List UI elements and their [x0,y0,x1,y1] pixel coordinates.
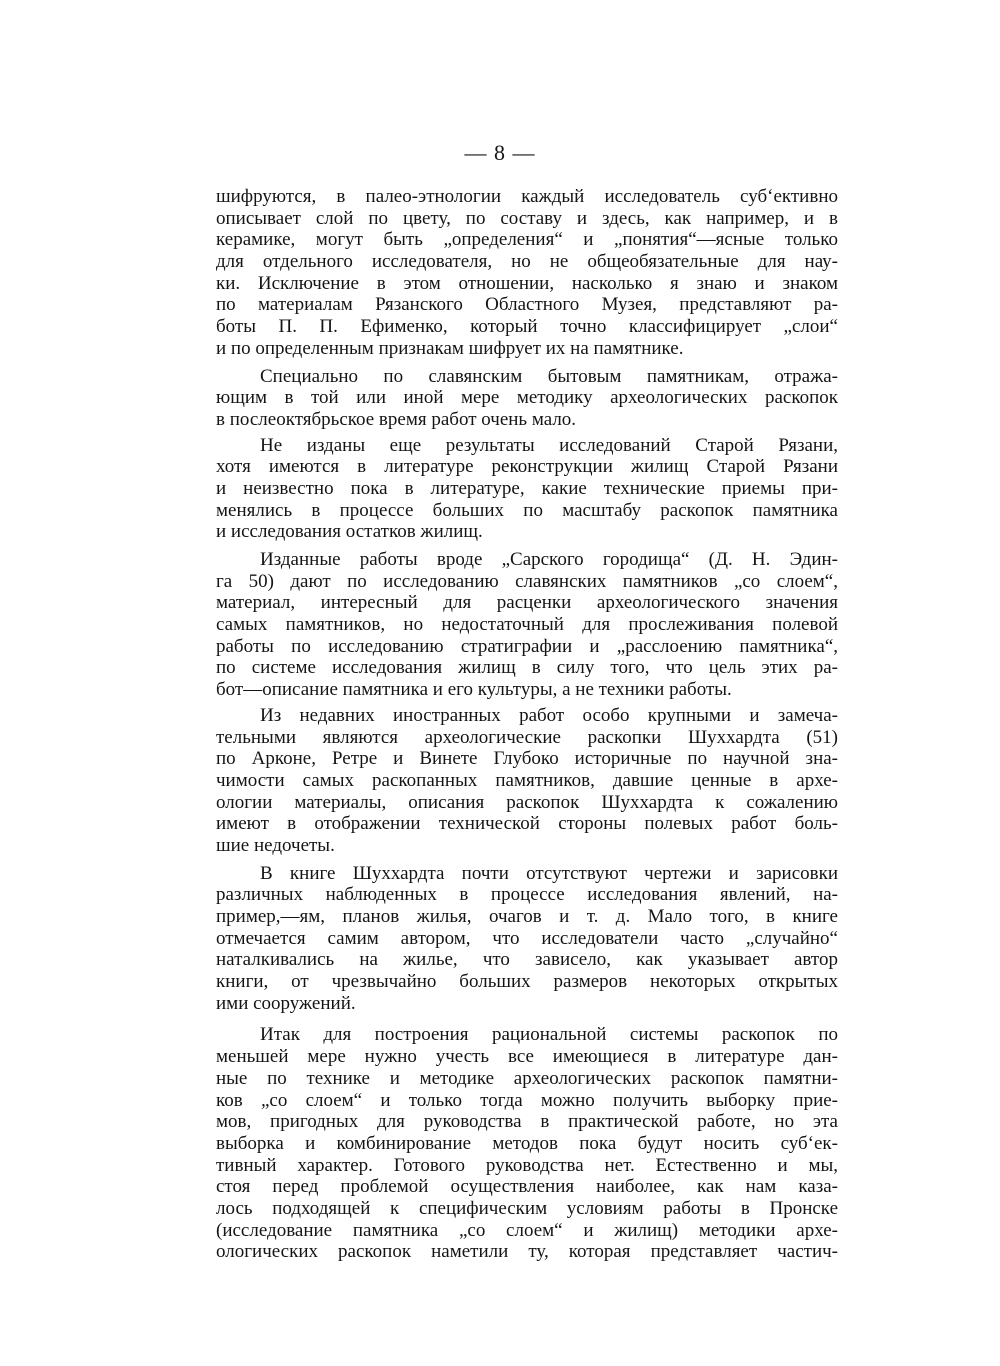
text-line: самых памятников, но недостаточный для прослеживания полевой [216,614,838,636]
paragraph [216,705,838,857]
text-line: (исследование памятника „со слоем“ и жилищ) методики архе- [216,1219,838,1241]
text-line: пример,—ям, планов жилья, очагов и т. д. Мало того, в книге [216,906,838,927]
text-line: ологических раскопок наметили ту, которая представляет частич- [216,1241,838,1263]
text-line: ков „со слоем“ и только тогда можно получить выборку прие- [216,1089,838,1111]
text-line: Изданные работы вроде „Сарского городища“ (Д. Н. Эдин- [260,549,838,570]
body-text [216,186,838,1263]
paragraph-gap [216,1014,838,1024]
paragraph [216,435,838,543]
text-line: стоя перед проблемой осуществления наиболее, как нам каза- [216,1176,838,1198]
text-line: по материалам Рязанского Областного Музея, представляют ра- [216,294,838,316]
text-line: ологии материалы, описания раскопок Шуххардта к сожалению [216,791,838,813]
text-line: книги, от чрезвычайно больших размеров некоторых открытых [216,971,838,993]
text-line: менялись в процессе больших по масштабу раскопок памятника [216,499,838,521]
text-line: Специально по славянским бытовым памятникам, отража- [260,365,838,387]
text-line: керамике, могут быть „определения“ и „понятия“—ясные только [216,229,838,251]
text-line: тивный характер. Готового руководства нет. Естественно и мы, [216,1154,838,1176]
text-line: га 50) дают по исследованию славянских памятников „со слоем“, [216,570,838,592]
text-line: ки. Исключение в этом отношении, насколько я знаю и знаком [216,272,838,294]
text-line: мов, пригодных для руководства в практической работе, но эта [216,1111,838,1133]
paragraph [216,549,838,701]
text-line: имеют в отображении технической стороны полевых работ боль- [216,813,838,835]
text-line: шифруются, в палео-этнологии каждый исследователь суб‘ективно [216,186,838,207]
text-line: и неизвестно пока в литературе, какие технические приемы при- [216,477,838,499]
text-line: работы по исследованию стратиграфии и „расслоению памятника“, [216,635,838,657]
text-line: В книге Шуххардта почти отсутствуют чертежи и зарисовки [260,862,838,884]
text-line: и исследования остатков жилищ. [216,521,483,543]
text-line: хотя имеются в литературе реконструкции жилищ Старой Рязани [216,456,838,478]
text-line: бот—описание памятника и его культуры, а не техники работы. [216,679,732,701]
page-number: — 8 — [464,140,536,165]
text-line: Из недавних иностранных работ особо крупными и замеча- [260,704,838,726]
text-line: Не изданы еще результаты исследований Старой Рязани, [260,434,838,456]
text-line: ющим в той или иной мере методику археологических раскопок [216,387,838,409]
text-line: различных наблюденных в процессе исследования явлений, на- [216,884,838,906]
paragraph [216,863,838,1015]
text-line: описывает слой по цвету, по составу и здесь, как например, и в [216,207,838,229]
text-line: ими сооружений. [216,992,356,1014]
text-line: боты П. П. Ефименко, который точно классифицирует „слои“ [216,316,838,338]
text-line: в послеоктябрьское время работ очень мало. [216,408,577,430]
text-line: Итак для построения рациональной системы раскопок по [260,1024,838,1046]
text-line: шие недочеты. [216,834,335,856]
paragraph [216,366,838,431]
text-line: ные по технике и методике археологических раскопок памятни- [216,1067,838,1089]
text-line: выборка и комбинирование методов пока будут носить суб‘ек- [216,1132,838,1154]
paragraph [216,186,838,360]
text-line: тельными являются археологические раскопки Шуххардта (51) [216,726,838,748]
text-line: по системе исследования жилищ в силу того, что цель этих ра- [216,657,838,679]
text-line: по Арконе, Ретре и Винете Глубоко историчные по научной зна- [216,748,838,770]
paragraph [216,1024,838,1263]
text-line: меньшей мере нужно учесть все имеющиеся в литературе дан- [216,1046,838,1068]
text-line: наталкивались на жилье, что зависело, как указывает автор [216,949,838,971]
text-line: чимости самых раскопанных памятников, давшие ценные в архе- [216,769,838,791]
text-line: для отдельного исследователя, но не общеобязательные для нау- [216,251,838,273]
text-line: материал, интересный для расценки археологического значения [216,592,838,614]
text-line: и по определенным признакам шифрует их на памятнике. [216,337,684,359]
text-line: отмечается самим автором, что исследователи часто „случайно“ [216,927,838,949]
text-line: лось подходящей к специфическим условиям работы в Пронске [216,1197,838,1219]
